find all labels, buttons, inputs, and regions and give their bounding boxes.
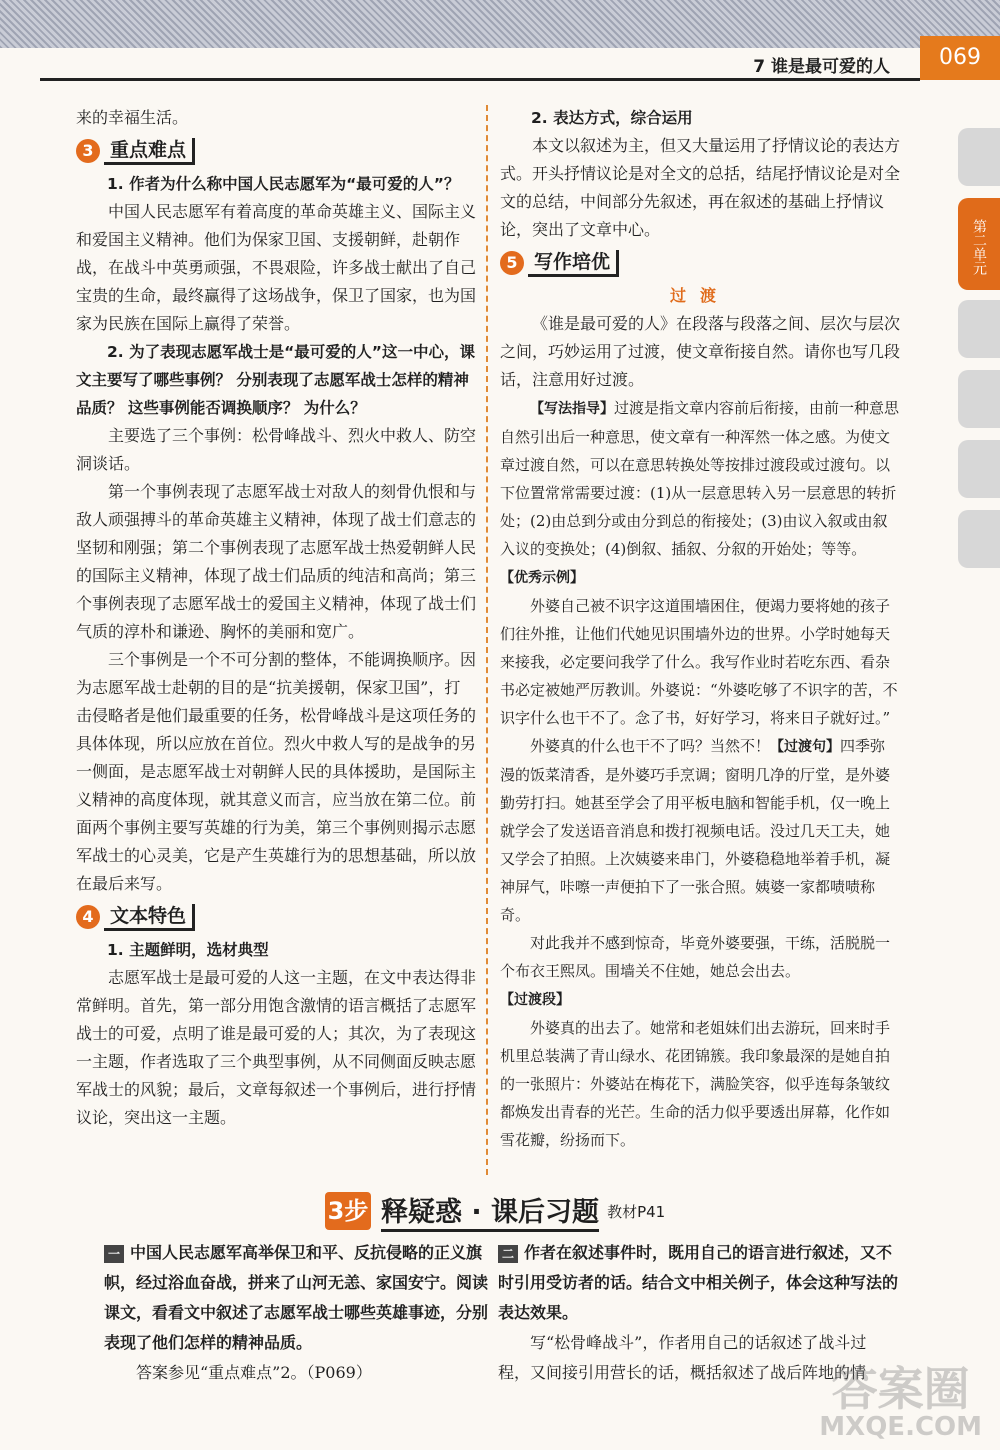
- exercise-one: [104, 1238, 494, 1388]
- body-paragraph: 《谁是最可爱的人》在段落与段落之间、层次与层次之间，巧妙运用了过渡，使文章衔接自然。请你也写几段话，注意用好过渡。: [500, 314, 901, 389]
- side-tab[interactable]: [958, 440, 1000, 498]
- section-heading-key-points: [76, 136, 476, 166]
- site-watermark: [819, 1362, 982, 1442]
- transition-sentence-tag: 【过渡句】: [770, 739, 841, 755]
- exercise-answer: 答案参见“重点难点”2。（P069）: [136, 1363, 372, 1382]
- section-title: 写作培优: [528, 250, 619, 277]
- watermark-line: 答案圈: [831, 1362, 970, 1416]
- body-paragraph: 本文以叙述为主，但又大量运用了抒情议论的表达方式。开头抒情议论是对全文的总括，结尾抒情议论是对全文的总结，中间部分先叙述，再在叙述的基础上抒情议论，突出了文章中心。: [500, 136, 901, 239]
- exercise-section-header: [325, 1190, 665, 1232]
- example-text: 四季弥漫的饭菜清香，是外婆巧手烹调；窗明几净的厅堂，是外婆勤劳打扫。她甚至学会了用平板电脑和智能手机，仅一晚上就学会了发送语音消息和拨打视频电话。没过几天工夫，她又学会了拍照。上次姨婆来串门，外婆稳稳地举着手机，凝神屏气，咔嚓一声便拍下了一张合照。姨婆一家都啧啧称奇。: [500, 737, 891, 924]
- answer-paragraph: 三个事例是一个不可分割的整体，不能调换顺序。因为志愿军战士赴朝的目的是“抗美援朝，保家卫国”，打击侵略者是他们最重要的任务，松骨峰战斗是这项任务的具体体现，所以应放在首位。烈火中救人写的是战争的另一侧面，是志愿军战士对朝鲜人民的具体援助，是国际主义精神的高度体现，就其意义而言，应当放在第二位。前面两个事例主要写英雄的行为美，第三个事例则揭示志愿军战士的心灵美，它是产生英雄行为的思想基础，所以放在最后来写。: [76, 650, 477, 893]
- example-paragraph: 外婆自己被不识字这道围墙困住，便竭力要将她的孩子们往外推，让他们代她见识围墙外边的世界。小学时她每天来接我，必定要问我学了什么。我写作业时若吃东西、看杂书必定被她严厉教训。外婆说：“外婆吃够了不识字的苦，不识字什么也干不了。念了书，好好学习，将来日子就好过。”: [500, 597, 898, 727]
- right-column: [500, 104, 900, 1154]
- exercise-number: 二: [498, 1245, 518, 1263]
- side-tab[interactable]: [958, 370, 1000, 428]
- section-number: 4: [76, 905, 100, 929]
- column-divider: [486, 105, 488, 1175]
- chapter-title: 7 谁是最可爱的人: [753, 57, 890, 77]
- example-paragraph: 外婆真的出去了。她常和老姐妹们出去游玩，回来时手机里总装满了青山绿水、花团锦簇。我印象最深的是她自拍的一张照片：外婆站在梅花下，满脸笑容，似乎连每条皱纹都焕发出青春的光芒。生命的活力似乎要透出屏幕，化作如雪花瓣，纷扬而下。: [500, 1019, 891, 1149]
- exercise-prompt: 中国人民志愿军高举保卫和平、反抗侵略的正义旗帜，经过浴血奋战，拼来了山河无恙、家国安宁。阅读课文，看看文中叙述了志愿军战士哪些英雄事迹，分别表现了他们怎样的精神品质。: [104, 1243, 489, 1352]
- answer-paragraph: 主要选了三个事例：松骨峰战斗、烈火中救人、防空洞谈话。: [76, 426, 477, 473]
- subheading: 1. 主题鲜明，选材典型: [107, 941, 269, 959]
- section-number: 5: [500, 251, 524, 275]
- example-tag: 【优秀示例】: [500, 570, 584, 586]
- answer-paragraph: 中国人民志愿军有着高度的革命英雄主义、国际主义和爱国主义精神。他们为保家卫国、支援朝鲜，赴朝作战，在战斗中英勇顽强，不畏艰险，许多战士献出了自己宝贵的生命，最终赢得了这场战争，保卫了国家，也为国家为民族在国际上赢得了荣誉。: [76, 202, 477, 333]
- left-column: [76, 104, 476, 1132]
- guide-tag: 【写法指导】: [530, 401, 614, 417]
- watermark-line: MXQE.COM: [819, 1412, 982, 1442]
- transition-paragraph-tag: 【过渡段】: [500, 992, 570, 1008]
- question: 1. 作者为什么称中国人民志愿军为“最可爱的人”？: [107, 175, 460, 193]
- question: 2. 为了表现志愿军战士是“最可爱的人”这一中心，课文主要写了哪些事例？ 分别表现了志愿军战士怎样的精神品质？ 这些事例能否调换顺序？ 为什么？: [76, 343, 475, 417]
- exercise-prompt: 作者在叙述事件时，既用自己的语言进行叙述，又不时引用受访者的话。结合文中相关例子，体会这种写法的表达效果。: [498, 1243, 899, 1322]
- decorative-top-band: [0, 0, 1000, 48]
- section-heading-writing: [500, 248, 900, 278]
- section-title: 文本特色: [104, 904, 195, 931]
- intro-text: 来的幸福生活。: [76, 108, 189, 127]
- writing-topic: 过渡: [669, 286, 730, 305]
- answer-paragraph: 第一个事例表现了志愿军战士对敌人的刻骨仇恨和与敌人顽强搏斗的革命英雄主义精神，体现了战士们意志的坚韧和刚强；第二个事例表现了志愿军战士热爱朝鲜人民的国际主义精神，体现了战士们品质的纯洁和高尚；第三个事例表现了志愿军战士的爱国主义精神，体现了战士们气质的淳朴和谦逊、胸怀的美丽和宽广。: [76, 482, 477, 641]
- section-heading-text-features: [76, 902, 476, 932]
- page-number: 069: [920, 36, 1000, 80]
- example-text: 外婆真的什么也干不了吗？当然不！: [530, 737, 771, 755]
- subheading: 2. 表达方式，综合运用: [531, 109, 693, 127]
- side-tab[interactable]: [958, 128, 1000, 186]
- side-tab[interactable]: [958, 510, 1000, 568]
- side-tab-current-unit[interactable]: 第二单元: [958, 198, 1000, 290]
- section-title: 重点难点: [104, 138, 195, 165]
- example-paragraph: 对此我并不感到惊奇，毕竟外婆要强，干练，活脱脱一个布衣王熙凤。围墙关不住她，她总会出去。: [500, 934, 891, 980]
- exercise-number: 一: [104, 1245, 124, 1263]
- textbook-reference: 教材P41: [607, 1202, 666, 1221]
- guide-text: 过渡是指文章内容前后衔接，由前一种意思自然引出后一种意思，使文章有一种浑然一体之感。为使文章过渡自然，可以在意思转换处等按排过渡段或过渡句。以下位置常常需要过渡：(1)从一层意思转入另一层意思的转折处；(2)由总到分或由分到总的衔接处；(3)由议入叙或由叙入议的变换处；(4)倒叙、插叙、分叙的开始处；等等。: [500, 399, 900, 558]
- exercise-answer: 写“松骨峰战斗”，作者用自己的话叙述了战斗过程，又间接引用营长的话，概括叙述了战后阵地的情: [498, 1333, 867, 1382]
- section-number: 3: [76, 139, 100, 163]
- side-tab[interactable]: [958, 300, 1000, 358]
- step-badge: 3步: [325, 1192, 371, 1230]
- body-paragraph: 志愿军战士是最可爱的人这一主题，在文中表达得非常鲜明。首先，第一部分用饱含激情的语言概括了志愿军战士的可爱，点明了谁是最可爱的人；其次，为了表现这一主题，作者选取了三个典型事例，从不同侧面反映志愿军战士的风貌；最后，文章每叙述一个事例后，进行抒情议论，突出这一主题。: [76, 968, 477, 1127]
- exercise-title: 释疑惑 · 课后习题: [381, 1190, 599, 1232]
